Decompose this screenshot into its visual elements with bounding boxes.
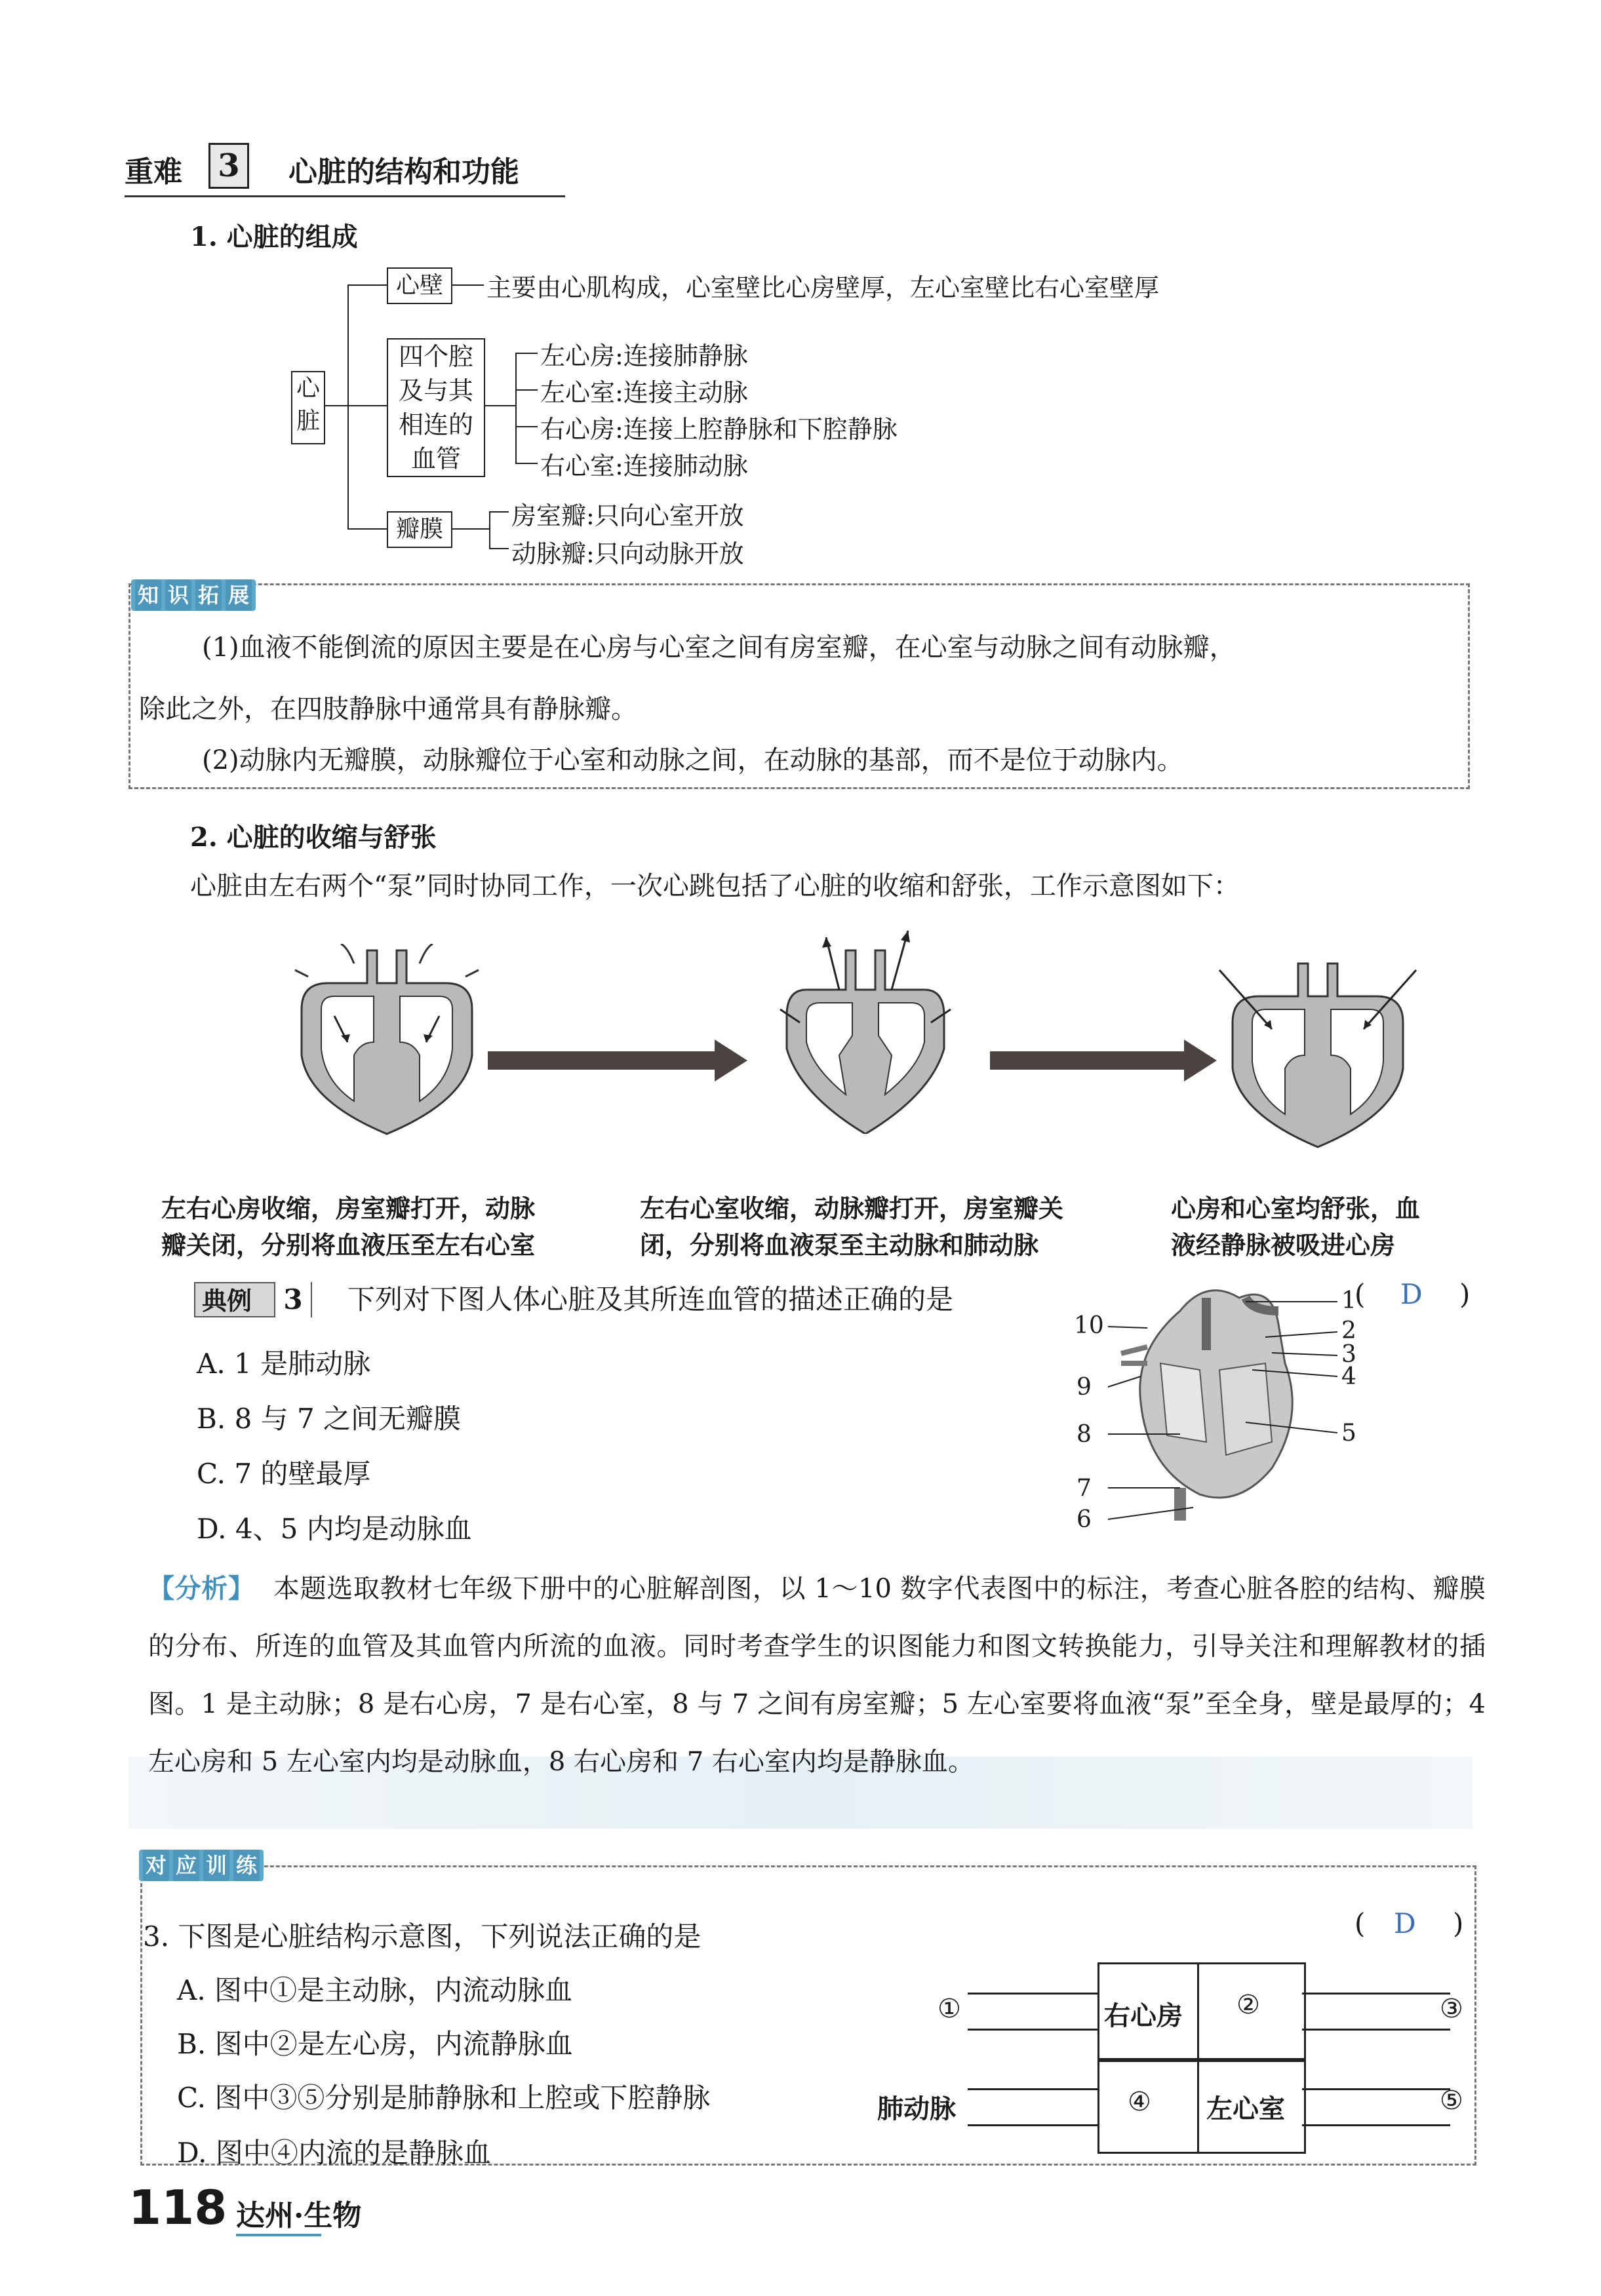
training-tag: 对 应 训 练 (139, 1850, 264, 1881)
example-answer: D (1400, 1278, 1423, 1310)
training-option-b: B. 图中②是左心房，内流静脉血 (177, 2028, 573, 2060)
tree-root-heart: 心 脏 (291, 371, 325, 444)
training-option-a: A. 图中①是主动脉，内流动脉血 (177, 1974, 573, 2006)
label-circled-4: ④ (1128, 2087, 1151, 2117)
training-option-d: D. 图中④内流的是静脉血 (177, 2137, 491, 2169)
training-paren-open: ( (1354, 1907, 1366, 1939)
heart-diagram-atrial-systole (288, 944, 485, 1140)
tree-valves-box: 瓣膜 (387, 511, 452, 548)
footer-underline (236, 2234, 321, 2236)
training-paren-close: ) (1453, 1907, 1464, 1939)
tree-chamber-item: 右心室:连接肺动脉 (540, 452, 748, 480)
heart-label-2: 2 (1341, 1317, 1356, 1344)
tree-valve-item: 动脉瓣:只向动脉开放 (511, 539, 744, 568)
tree-chambers-box: 四个腔 及与其 相连的 血管 (387, 338, 485, 477)
training-option-c: C. 图中③⑤分别是肺静脉和上腔或下腔静脉 (177, 2082, 711, 2114)
vessel-3 (1302, 1993, 1450, 2031)
arrow-bar (990, 1051, 1187, 1070)
heart-label-1: 1 (1341, 1287, 1356, 1314)
label-circled-5: ⑤ (1440, 2086, 1463, 2116)
caption-diastole: 心房和心室均舒张，血 液经静脉被吸进心房 (1171, 1194, 1421, 1260)
heart-label-7: 7 (1077, 1475, 1092, 1502)
label-left-ventricle: 左心室 (1206, 2093, 1285, 2124)
label-pulmonary-artery: 肺动脉 (877, 2093, 956, 2124)
section-number: 3 (208, 143, 249, 189)
arrow-bar (488, 1051, 717, 1070)
tree-valve-item: 房室瓣:只向心室开放 (511, 501, 744, 530)
arrow-head-icon (1184, 1040, 1217, 1081)
section-label: 重难 (125, 155, 182, 189)
example-option-b: B. 8 与 7 之间无瓣膜 (197, 1403, 462, 1435)
knowledge-p1-line2: 除此之外，在四肢静脉中通常具有静脉瓣。 (139, 694, 637, 724)
label-circled-1: ① (938, 1994, 961, 2024)
caption-atrial-systole: 左右心房收缩，房室瓣打开，动脉 瓣关闭，分别将血液压至左右心室 (161, 1194, 536, 1260)
knowledge-p2: (2)动脉内无瓣膜，动脉瓣位于心室和动脉之间，在动脉的基部，而不是位于动脉内。 (202, 745, 1183, 775)
vessel-1 (968, 1993, 1097, 2031)
heart-diagram-diastole (1213, 957, 1423, 1154)
heart-label-lines (1075, 1272, 1364, 1547)
caption-ventricular-systole: 左右心室收缩，动脉瓣打开，房室瓣关 闭，分别将血液泵至主动脉和肺动脉 (640, 1194, 1064, 1260)
training-question: 3. 下图是心脏结构示意图，下列说法正确的是 (143, 1920, 702, 1953)
heart-label-10: 10 (1074, 1312, 1104, 1339)
vessel-pulmonary-artery (968, 2088, 1097, 2126)
heart-label-5: 5 (1341, 1420, 1356, 1447)
footer-book-label: 达州·生物 (236, 2199, 362, 2232)
heart-label-9: 9 (1077, 1374, 1092, 1401)
example-paren-close: ) (1459, 1278, 1471, 1310)
tree-chamber-item: 左心房:连接肺静脉 (540, 341, 748, 370)
heading-heart-composition: 1. 心脏的组成 (190, 222, 358, 252)
tree-wall-desc: 主要由心肌构成，心室壁比心房壁厚，左心室壁比右心室壁厚 (486, 273, 1160, 302)
example-paren-open: ( (1354, 1278, 1366, 1310)
section-title: 心脏的结构和功能 (288, 155, 519, 189)
training-answer: D (1394, 1907, 1416, 1939)
tree-chamber-item: 右心房:连接上腔静脉和下腔静脉 (540, 415, 898, 444)
heart-label-4: 4 (1341, 1363, 1356, 1390)
label-circled-2: ② (1236, 1990, 1260, 2020)
example-option-a: A. 1 是肺动脉 (197, 1348, 371, 1380)
arrow-head-icon (715, 1040, 747, 1081)
header-rule (125, 195, 565, 197)
knowledge-p1-line1: (1)血液不能倒流的原因主要是在心房与心室之间有房室瓣，在心室与动脉之间有动脉瓣， (202, 632, 1236, 663)
label-circled-3: ③ (1440, 1994, 1463, 2024)
example-question: 下列对下图人体心脏及其所连血管的描述正确的是 (347, 1283, 954, 1315)
analysis-block: 【分析】 本题选取教材七年级下册中的心脏解剖图，以 1～10 数字代表图中的标注，考查心脏各腔的结构、瓣膜的分布、所连的血管及其血管内所流的血液。同时考查学生的识图能力和图文转换能力，引导关注和理解教材的插图。1 是主动脉；8 是右心房，7 是右心室，8 与 7 之间有房室瓣；5 左心室要将血液“泵”至全身，壁是最厚的；4 左心房和 5 左心室内均是动脉血，8 右心房和 7 右心室内均是静脉血。 (148, 1573, 1486, 1777)
label-right-atrium: 右心房 (1104, 2000, 1183, 2031)
tree-chamber-item: 左心室:连接主动脉 (540, 378, 748, 407)
example-tag: 典例 3 (194, 1282, 312, 1317)
heart-label-3: 3 (1341, 1341, 1356, 1368)
knowledge-tag: 知 识 拓 展 (131, 579, 256, 611)
vessel-5 (1302, 2088, 1450, 2126)
example-option-c: C. 7 的壁最厚 (197, 1458, 371, 1490)
heading-contraction: 2. 心脏的收缩与舒张 (190, 822, 437, 853)
heart-diagram-ventricular-systole (767, 924, 964, 1134)
page-number: 118 (128, 2180, 227, 2235)
heart-label-8: 8 (1077, 1421, 1092, 1448)
example-option-d: D. 4、5 内均是动脉血 (197, 1513, 472, 1545)
heart-label-6: 6 (1077, 1506, 1092, 1533)
tree-wall-box: 心壁 (387, 267, 452, 304)
contraction-intro: 心脏由左右两个“泵”同时协同工作，一次心跳包括了心脏的收缩和舒张，工作示意图如下： (190, 871, 1240, 901)
